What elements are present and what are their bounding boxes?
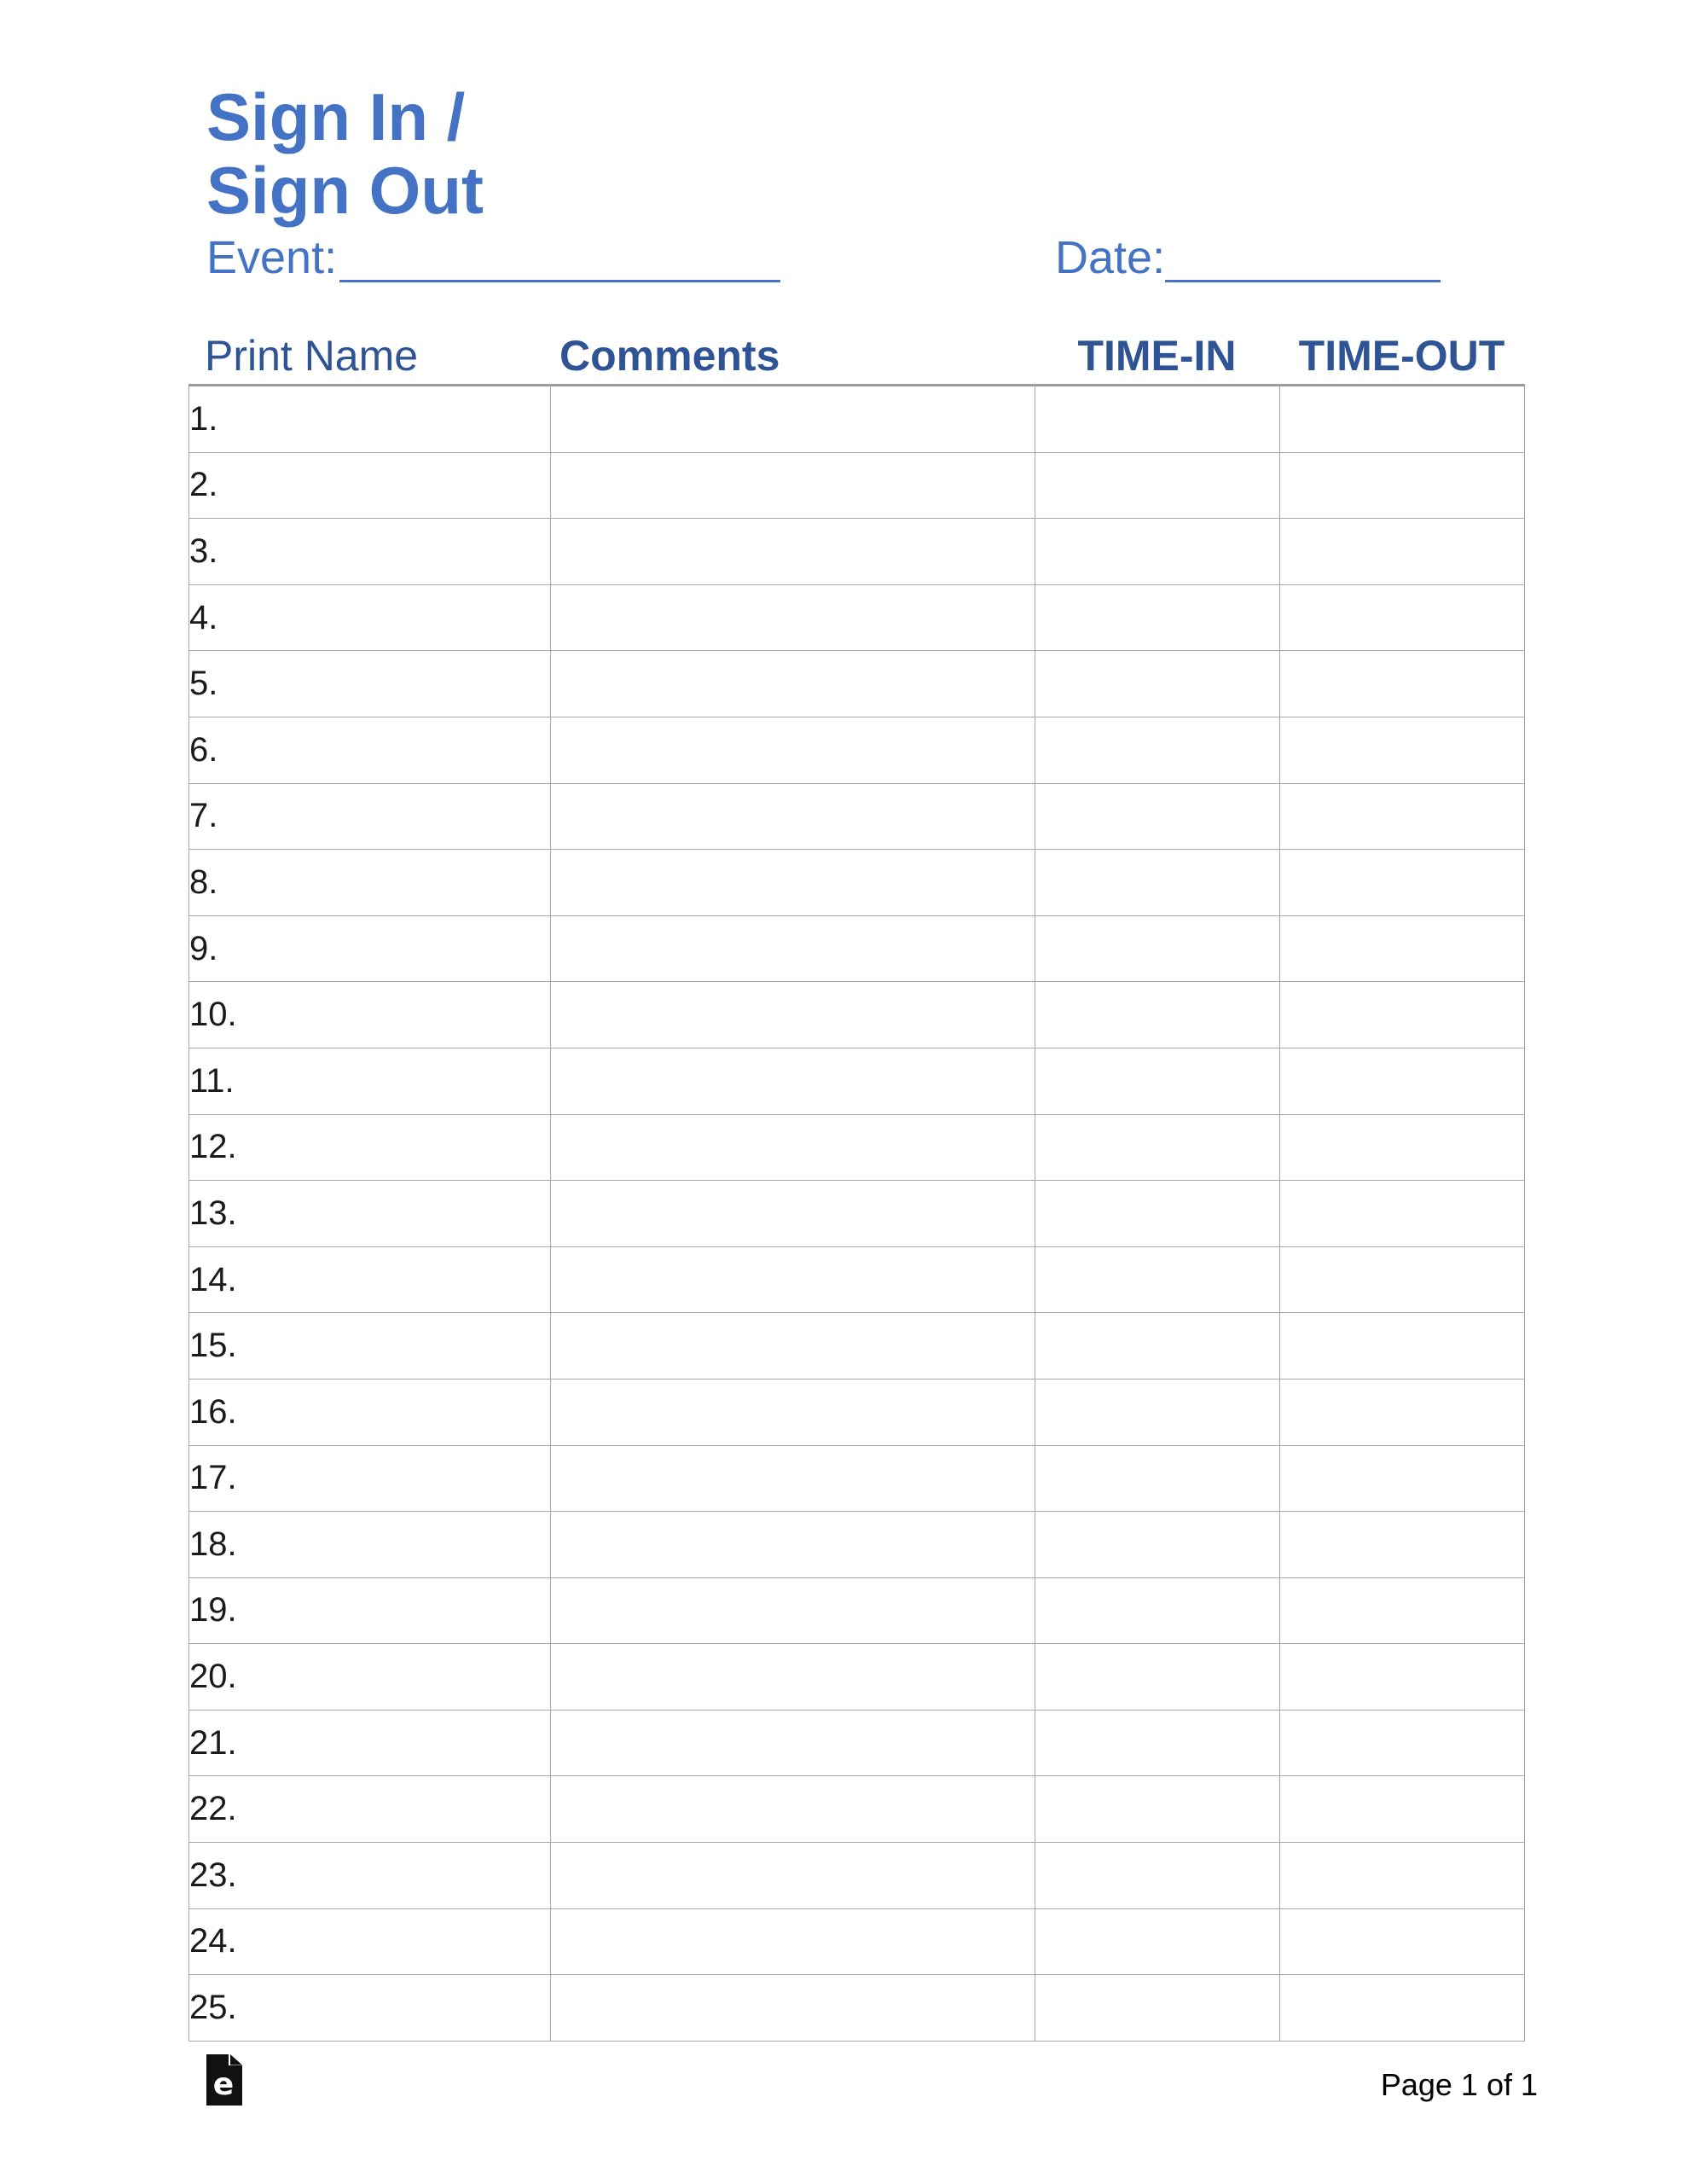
time-out-cell[interactable] [1280,1246,1525,1313]
time-out-cell[interactable] [1280,1710,1525,1776]
time-out-cell[interactable] [1280,651,1525,717]
row-number: 12. [189,1128,237,1166]
column-header-comments: Comments [559,332,780,380]
table-row [189,1379,1525,1445]
time-out-cell[interactable] [1280,1975,1525,2042]
row-number: 16. [189,1392,237,1431]
time-out-cell[interactable] [1280,1048,1525,1114]
print-name-cell[interactable] [189,452,551,519]
time-in-cell[interactable] [1035,915,1280,982]
table-row [189,1908,1525,1975]
event-label: Event: [206,232,338,283]
comments-cell[interactable] [551,783,1035,850]
time-in-cell[interactable] [1035,1710,1280,1776]
time-out-cell[interactable] [1280,452,1525,519]
page-number-indicator: Page 1 of 1 [1380,2067,1538,2102]
time-out-cell[interactable] [1280,1577,1525,1644]
time-in-cell[interactable] [1035,1908,1280,1975]
comments-cell[interactable] [551,1710,1035,1776]
time-out-cell[interactable] [1280,915,1525,982]
time-out-cell[interactable] [1280,386,1525,453]
comments-cell[interactable] [551,717,1035,783]
print-name-cell[interactable] [189,1313,551,1380]
time-in-cell[interactable] [1035,1843,1280,1909]
print-name-cell[interactable] [189,1644,551,1711]
column-header-print-name: Print Name [205,332,419,380]
time-out-cell[interactable] [1280,1114,1525,1181]
row-number: 24. [189,1922,237,1960]
print-name-cell[interactable] [189,982,551,1048]
row-number: 15. [189,1327,237,1365]
time-in-cell[interactable] [1035,1975,1280,2042]
page-title-line2: Sign Out [206,153,484,228]
table-row [189,1710,1525,1776]
time-in-cell[interactable] [1035,519,1280,585]
time-in-cell[interactable] [1035,1577,1280,1644]
comments-cell[interactable] [551,1379,1035,1445]
time-in-cell[interactable] [1035,1776,1280,1843]
time-in-cell[interactable] [1035,386,1280,453]
table-row [189,1313,1525,1380]
time-in-cell[interactable] [1035,783,1280,850]
table-row [189,1975,1525,2042]
comments-cell[interactable] [551,519,1035,585]
time-in-cell[interactable] [1035,1181,1280,1247]
row-number: 7. [189,797,218,835]
row-number: 13. [189,1194,237,1232]
time-out-cell[interactable] [1280,1379,1525,1445]
print-name-cell[interactable] [189,1577,551,1644]
time-out-cell[interactable] [1280,1512,1525,1578]
table-row [189,717,1525,783]
table-row [189,584,1525,651]
print-name-cell[interactable] [189,783,551,850]
print-name-cell[interactable] [189,1114,551,1181]
row-number: 5. [189,665,218,703]
comments-cell[interactable] [551,651,1035,717]
comments-cell[interactable] [551,915,1035,982]
print-name-cell[interactable] [189,1776,551,1843]
row-number: 11. [189,1061,235,1100]
comments-cell[interactable] [551,1577,1035,1644]
print-name-cell[interactable] [189,1181,551,1247]
print-name-cell[interactable] [189,1908,551,1975]
print-name-cell[interactable] [189,1246,551,1313]
print-name-cell[interactable] [189,1048,551,1114]
table-row [189,783,1525,850]
time-out-cell[interactable] [1280,1181,1525,1247]
comments-cell[interactable] [551,1975,1035,2042]
time-out-cell[interactable] [1280,519,1525,585]
print-name-cell[interactable] [189,850,551,916]
document-icon-fold [230,2054,242,2065]
table-row [189,519,1525,585]
row-number: 2. [189,466,218,504]
print-name-cell[interactable] [189,1379,551,1445]
time-out-cell[interactable] [1280,850,1525,916]
comments-cell[interactable] [551,1445,1035,1512]
sign-in-table [188,384,1525,2042]
table-row [189,1577,1525,1644]
time-in-cell[interactable] [1035,651,1280,717]
comments-cell[interactable] [551,1843,1035,1909]
time-out-cell[interactable] [1280,717,1525,783]
print-name-cell[interactable] [189,519,551,585]
time-in-cell[interactable] [1035,1114,1280,1181]
print-name-cell[interactable] [189,386,551,453]
column-header-time-in: TIME-IN [1077,332,1237,380]
time-in-cell[interactable] [1035,1379,1280,1445]
print-name-cell[interactable] [189,1512,551,1578]
row-number: 1. [189,399,218,438]
time-in-cell[interactable] [1035,1512,1280,1578]
comments-cell[interactable] [551,982,1035,1048]
comments-cell[interactable] [551,850,1035,916]
row-number: 18. [189,1525,237,1563]
time-out-cell[interactable] [1280,1313,1525,1380]
time-out-cell[interactable] [1280,584,1525,651]
column-header-time-out: TIME-OUT [1298,332,1505,380]
logo-letter: e [212,2067,235,2102]
time-in-cell[interactable] [1035,1313,1280,1380]
table-row [189,651,1525,717]
time-out-cell[interactable] [1280,1445,1525,1512]
time-in-cell[interactable] [1035,584,1280,651]
table-row [189,386,1525,453]
row-number: 10. [189,996,237,1034]
table-row [189,1445,1525,1512]
time-in-cell[interactable] [1035,982,1280,1048]
comments-cell[interactable] [551,1908,1035,1975]
time-out-cell[interactable] [1280,982,1525,1048]
time-in-cell[interactable] [1035,717,1280,783]
table-row [189,1048,1525,1114]
comments-cell[interactable] [551,1246,1035,1313]
page-title-line1: Sign In / [206,79,466,154]
row-number: 21. [189,1723,237,1762]
print-name-cell[interactable] [189,1975,551,2042]
time-out-cell[interactable] [1280,1908,1525,1975]
time-in-cell[interactable] [1035,1644,1280,1711]
time-in-cell[interactable] [1035,1048,1280,1114]
event-blank-line[interactable] [339,234,780,282]
comments-cell[interactable] [551,1048,1035,1114]
date-blank-line[interactable] [1165,234,1441,282]
row-number: 25. [189,1989,237,2027]
row-number: 22. [189,1790,237,1828]
comments-cell[interactable] [551,386,1035,453]
table-row [189,1644,1525,1711]
comments-cell[interactable] [551,1644,1035,1711]
row-number: 19. [189,1591,237,1629]
table-row [189,982,1525,1048]
row-number: 8. [189,863,218,901]
table-row [189,1246,1525,1313]
table-row [189,1114,1525,1181]
time-out-cell[interactable] [1280,1644,1525,1711]
comments-cell[interactable] [551,1313,1035,1380]
comments-cell[interactable] [551,452,1035,519]
row-number: 14. [189,1260,237,1298]
comments-cell[interactable] [551,584,1035,651]
time-out-cell[interactable] [1280,783,1525,850]
print-name-cell[interactable] [189,584,551,651]
row-number: 20. [189,1658,237,1696]
comments-cell[interactable] [551,1114,1035,1181]
comments-cell[interactable] [551,1181,1035,1247]
time-in-cell[interactable] [1035,850,1280,916]
page-title [206,80,484,227]
table-row [189,850,1525,916]
row-number: 6. [189,730,218,769]
row-number: 9. [189,929,218,967]
row-number: 23. [189,1856,237,1894]
sign-in-table-body [189,386,1525,2042]
table-row [189,1181,1525,1247]
time-out-cell[interactable] [1280,1843,1525,1909]
print-name-cell[interactable] [189,1445,551,1512]
date-label: Date: [1055,232,1166,283]
table-row [189,452,1525,519]
time-in-cell[interactable] [1035,1445,1280,1512]
comments-cell[interactable] [551,1776,1035,1843]
table-row [189,1776,1525,1843]
print-name-cell[interactable] [189,915,551,982]
row-number: 17. [189,1459,237,1497]
table-row [189,1843,1525,1909]
time-in-cell[interactable] [1035,452,1280,519]
table-row [189,1512,1525,1578]
row-number: 4. [189,598,218,636]
comments-cell[interactable] [551,1512,1035,1578]
table-row [189,915,1525,982]
time-in-cell[interactable] [1035,1246,1280,1313]
time-out-cell[interactable] [1280,1776,1525,1843]
eforms-logo-icon [206,2054,242,2106]
print-name-cell[interactable] [189,1843,551,1909]
print-name-cell[interactable] [189,717,551,783]
row-number: 3. [189,531,218,570]
print-name-cell[interactable] [189,1710,551,1776]
print-name-cell[interactable] [189,651,551,717]
